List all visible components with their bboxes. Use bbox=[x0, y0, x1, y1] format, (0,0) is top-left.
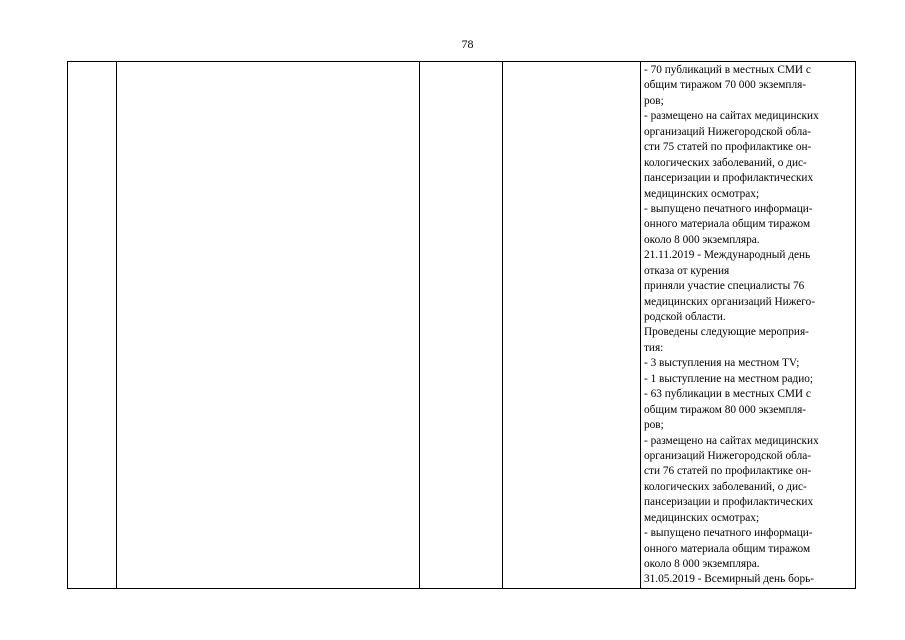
document-table bbox=[67, 61, 856, 589]
results-text-line: - 1 выступление на местном радио; bbox=[644, 372, 814, 385]
results-text-line: кологических заболеваний, о дис- bbox=[644, 156, 807, 169]
results-text-line: кологических заболеваний, о дис- bbox=[644, 480, 807, 493]
results-text-line: тия: bbox=[644, 341, 664, 354]
results-text-line: около 8 000 экземпляра. bbox=[644, 233, 760, 246]
results-text-line: родской области. bbox=[644, 311, 726, 323]
table-cell-number bbox=[68, 62, 117, 589]
results-text-line: пансеризации и профилактических bbox=[644, 172, 814, 185]
results-text-line: около 8 000 экземпляра. bbox=[644, 558, 760, 570]
results-text-line: организаций Нижегородской обла- bbox=[644, 125, 812, 138]
results-text-line: медицинских осмотрах; bbox=[644, 511, 760, 524]
results-text-line: медицинских осмотрах; bbox=[644, 187, 760, 200]
results-text-line: Проведены следующие мероприя- bbox=[644, 326, 809, 339]
results-text-line: - размещено на сайтах медицинских bbox=[644, 110, 819, 123]
table-cell-name bbox=[117, 62, 420, 589]
results-text-line: сти 76 статей по профилактике он- bbox=[644, 465, 812, 478]
table-row bbox=[68, 62, 856, 589]
table-cell-deadline bbox=[420, 62, 503, 589]
results-text-line: организаций Нижегородской обла- bbox=[644, 449, 812, 462]
results-text-line: приняли участие специалисты 76 bbox=[644, 280, 805, 293]
results-text-line: пансеризации и профилактических bbox=[644, 496, 814, 509]
results-text-line: 31.05.2019 - Всемирный день борь- bbox=[644, 573, 815, 586]
results-text-line: сти 75 статей по профилактике он- bbox=[644, 141, 812, 154]
results-text-line: онного материала общим тиражом bbox=[644, 218, 811, 231]
results-text bbox=[641, 62, 855, 588]
results-text-line: 21.11.2019 - Международный день bbox=[644, 249, 811, 262]
results-text-line: онного материала общим тиражом bbox=[644, 542, 811, 555]
results-text-line: медицинских организаций Нижего- bbox=[644, 295, 816, 308]
table-cell-results bbox=[641, 62, 856, 589]
results-text-line: - выпущено печатного информаци- bbox=[644, 202, 813, 215]
results-text-line: - 63 публикации в местных СМИ с bbox=[644, 388, 811, 401]
page-number: 78 bbox=[461, 37, 474, 51]
results-text-line: - 3 выступления на местном TV; bbox=[644, 357, 800, 370]
results-text-line: общим тиражом 80 000 экземпля- bbox=[644, 403, 807, 416]
results-text-line: общим тиражом 70 000 экземпля- bbox=[644, 79, 807, 92]
table-cell-responsible bbox=[503, 62, 641, 589]
results-text-line: ров; bbox=[644, 94, 664, 107]
results-text-line: - размещено на сайтах медицинских bbox=[644, 434, 819, 447]
results-text-line: - 70 публикаций в местных СМИ с bbox=[644, 64, 811, 76]
results-text-line: отказа от курения bbox=[644, 264, 730, 277]
results-text-line: - выпущено печатного информаци- bbox=[644, 527, 813, 540]
results-text-line: ров; bbox=[644, 419, 664, 432]
